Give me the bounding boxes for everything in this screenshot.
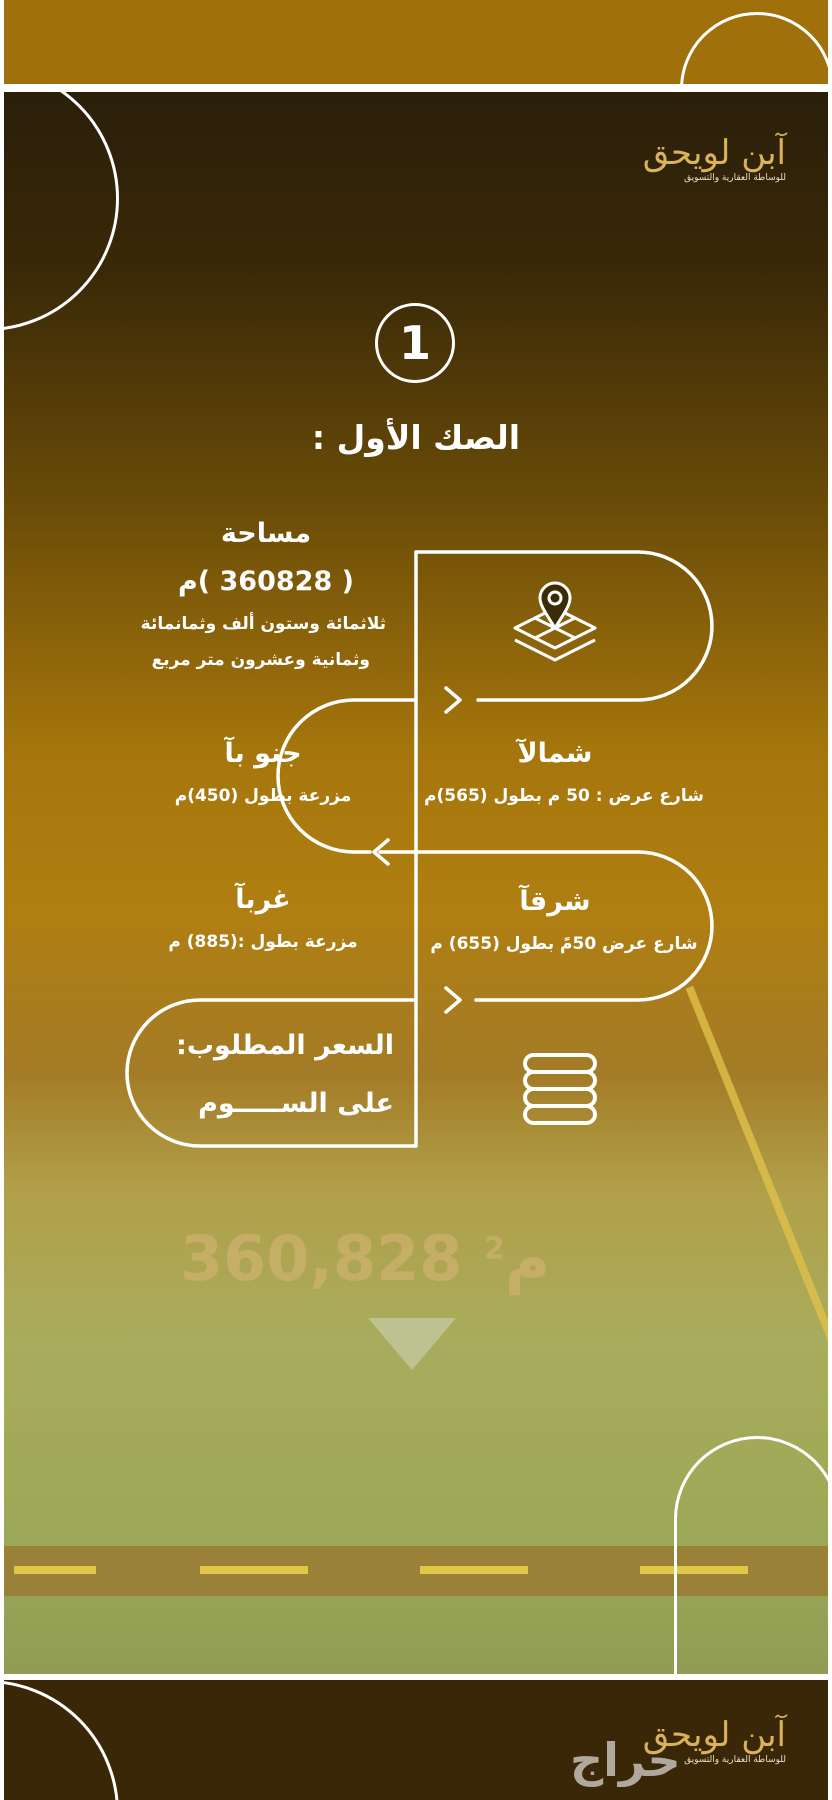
price-value: على الســـــوم — [198, 1088, 394, 1119]
flow-price-capsule — [127, 1000, 416, 1146]
south-text: مزرعة بطول (450)م — [174, 786, 352, 806]
deed-number: 1 — [398, 316, 431, 370]
haraj-watermark: حراج — [570, 1733, 681, 1787]
area-label: مساحة — [220, 518, 312, 549]
brand-tagline: للوساطة العقارية والتسويق — [684, 173, 786, 183]
area-words-line1: ثلاثمائة وستون ألف وثمانمائة — [140, 614, 386, 634]
coin-stack-icon — [525, 1055, 595, 1123]
brand-name: آبن لويحق — [642, 133, 786, 173]
west-title: غربآ — [235, 884, 291, 915]
east-text: شارع عرض 50مً بطول (655) م — [430, 934, 698, 954]
map-area-unit: م — [504, 1222, 551, 1295]
south-title: جنو بآ — [224, 738, 302, 769]
map-area-superscript: 2 — [483, 1231, 505, 1267]
east-title: شرقآ — [519, 886, 591, 917]
flow-east-capsule — [380, 852, 712, 1000]
area-words-line2: وثمانية وعشرون متر مربع — [151, 650, 370, 670]
map-pointer-triangle — [368, 1318, 456, 1370]
arrow-right-icon — [446, 988, 460, 1012]
brand-name-bottom: آبن لويحق — [642, 1715, 786, 1755]
arrow-right-icon — [446, 688, 460, 712]
map-area-value: 360,828 — [180, 1222, 463, 1295]
flow-top-capsule — [416, 552, 712, 700]
deed-title: الصك الأول : — [311, 418, 521, 457]
price-label: السعر المطلوب: — [176, 1030, 394, 1061]
west-text: مزرعة بطول :(885) م — [168, 932, 358, 952]
area-value: ( 360828 )م — [177, 566, 354, 597]
map-layers-pin-icon — [515, 583, 595, 660]
north-title: شمالآ — [517, 738, 593, 769]
north-text: شارع عرض : 50 م بطول (565)م — [424, 786, 704, 806]
bottom-band-arc — [4, 1680, 119, 1800]
map-area-label — [180, 1222, 550, 1295]
flow-south-capsule — [278, 700, 416, 852]
brand-tagline-bottom: للوساطة العقارية والتسويق — [684, 1755, 786, 1765]
